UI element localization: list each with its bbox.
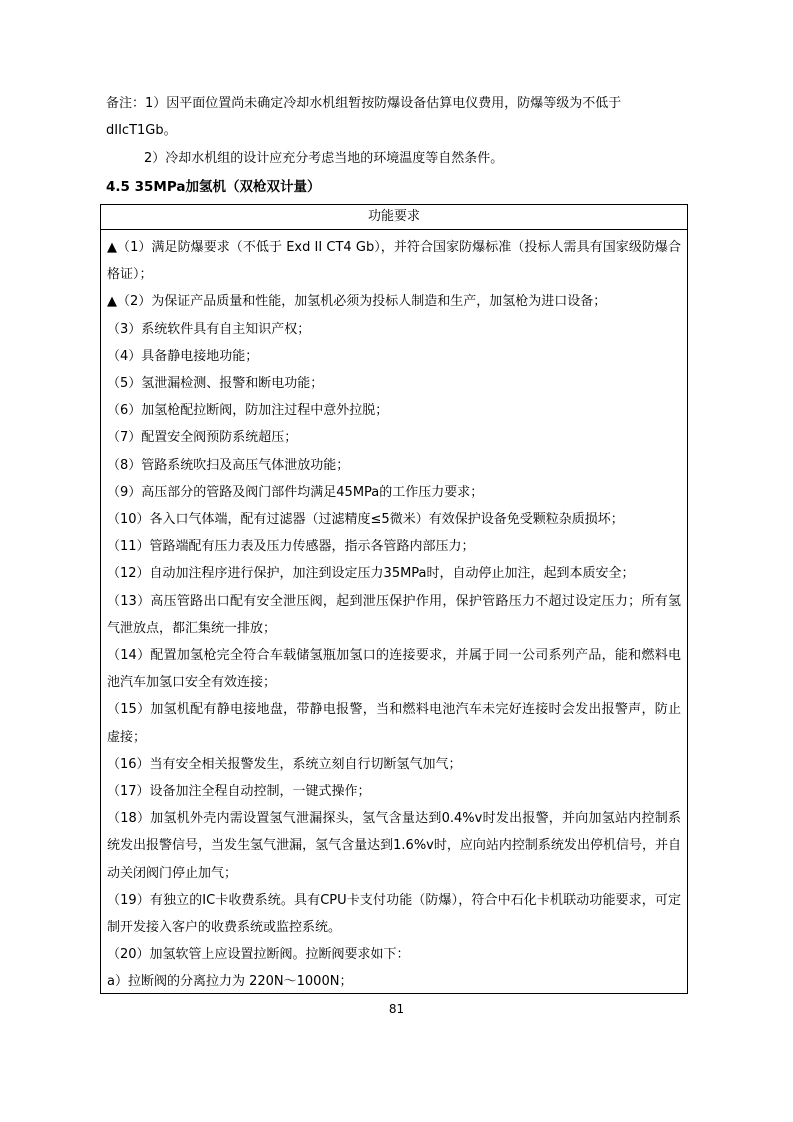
section-heading: 4.5 35MPa加氢机（双枪双计量） <box>106 179 321 195</box>
requirement-item: （8）管路系统吹扫及高压气体泄放功能； <box>107 457 350 473</box>
requirement-item: （11）管路端配有压力表及压力传感器，指示各管路内部压力； <box>107 539 475 555</box>
requirements-table <box>100 204 688 994</box>
requirement-item: （15）加氢机配有静电接地盘，带静电报警，当和燃料电池汽车未完好连接时会发出报警声，防止虚接； <box>107 702 681 745</box>
note-line-3: 2）冷却水机组的设计应充分考虑当地的环境温度等自然条件。 <box>144 151 504 166</box>
requirement-item: （20）加氢软管上应设置拉断阀。拉断阀要求如下： <box>107 947 410 963</box>
requirement-item: （4）具备静电接地功能； <box>107 348 259 364</box>
table-body <box>101 230 687 996</box>
requirement-item: （17）设备加注全程自动控制，一键式操作； <box>107 784 371 800</box>
requirement-item: （5）氢泄漏检测、报警和断电功能； <box>107 376 324 392</box>
requirement-item: （16）当有安全相关报警发生，系统立刻自行切断氢气加气； <box>107 756 462 772</box>
requirement-item: a）拉断阀的分离拉力为 220N～1000N； <box>107 974 353 990</box>
note-line-2: dIIcT1Gb。 <box>106 123 177 138</box>
requirement-item: ▲（1）满足防爆要求（不低于 Exd II CT4 Gb），并符合国家防爆标准（投标人需具有国家级防爆合格证）； <box>107 240 681 283</box>
requirement-item: （19）有独立的IC卡收费系统。具有CPU卡支付功能（防爆），符合中石化卡机联动功能要求，可定制开发接入客户的收费系统或监控系统。 <box>107 892 681 936</box>
requirement-item: （3）系统软件具有自主知识产权； <box>107 321 311 337</box>
requirement-item: （6）加氢枪配拉断阀，防加注过程中意外拉脱； <box>107 403 389 419</box>
table-header: 功能要求 <box>101 205 687 230</box>
note-line-1: 备注：1）因平面位置尚未确定冷却水机组暂按防爆设备估算电仪费用，防爆等级为不低于 <box>106 96 622 111</box>
requirement-item: ▲（2）为保证产品质量和性能，加氢机必须为投标人制造和生产，加氢枪为进口设备； <box>107 294 607 310</box>
requirement-item: （7）配置安全阀预防系统超压； <box>107 430 298 446</box>
requirement-item: （18）加氢机外壳内需设置氢气泄漏探头，氢气含量达到0.4%v时发出报警，并向加氢站内控制系统发出报警信号，当发生氢气泄漏，氢气含量达到1.6%v时，应向站内控制系统发出停机信号，并自动关闭阀门停止加气； <box>107 811 681 881</box>
requirement-item: （13）高压管路出口配有安全泄压阀，起到泄压保护作用，保护管路压力不超过设定压力；所有氢气泄放点，都汇集统一排放； <box>107 593 681 636</box>
requirement-item: （14）配置加氢枪完全符合车载储氢瓶加氢口的连接要求，并属于同一公司系列产品，能和燃料电池汽车加氢口安全有效连接； <box>107 648 681 691</box>
page-number: 81 <box>388 1002 405 1016</box>
requirement-item: （12）自动加注程序进行保护，加注到设定压力35MPa时，自动停止加注，起到本质安全； <box>107 566 635 582</box>
requirement-item: （10）各入口气体端，配有过滤器（过滤精度≤5微米）有效保护设备免受颗粒杂质损坏； <box>107 512 624 528</box>
requirement-item: （9）高压部分的管路及阀门部件均满足45MPa的工作压力要求； <box>107 484 484 500</box>
